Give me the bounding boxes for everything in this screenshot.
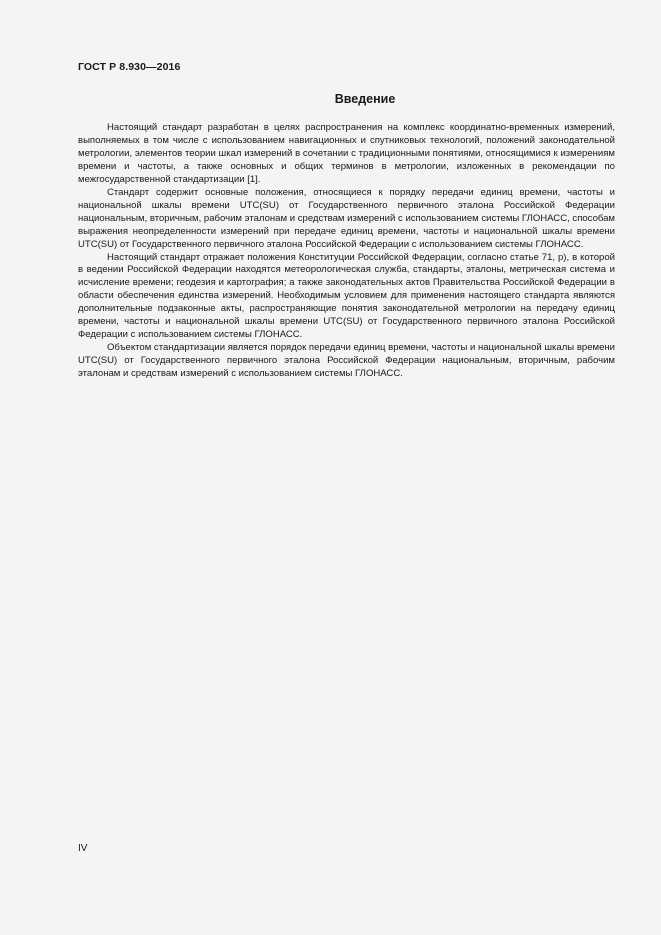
paragraph-2: Стандарт содержит основные положения, относящиеся к порядку передачи единиц времени, частоты и национальной шкалы времени UTC(SU) от Государственного первичного эталона Российской Федерации национальным, вторичным, рабочим эталонам и средствам измерений с использованием системы ГЛОНАСС, способам выражения неопределенности измерений при передаче единиц времени, частоты и национальной шкалы времени UTC(SU) от Государственного первичного эталона Российской Федерации с использованием системы ГЛОНАСС. <box>78 186 615 250</box>
standard-header: ГОСТ Р 8.930—2016 <box>78 61 181 73</box>
paragraph-3: Настоящий стандарт отражает положения Конституции Российской Федерации, согласно статье 71, р), в которой в ведении Российской Федерации находятся метеорологическая служба, стандарты, эталоны, метрическая система и исчисление времени; геодезия и картография; а также законодательных актов Правительства Российской Федерации в области обеспечения единства измерений. Необходимым условием для применения настоящего стандарта являются дополнительные подзаконные акты, распространяющие понятия законодательной метрологии на передачу единиц времени, частоты и национальной шкалы времени UTC(SU) от Государственного первичного эталона Российской Федерации с использованием системы ГЛОНАСС. <box>78 251 615 341</box>
paragraph-4: Объектом стандартизации является порядок передачи единиц времени, частоты и национальной шкалы времени UTC(SU) от Государственного первичного эталона Российской Федерации национальным, вторичным, рабочим эталонам и средствам измерений с использованием системы ГЛОНАСС. <box>78 342 615 380</box>
section-title: Введение <box>334 92 396 106</box>
paragraph-1: Настоящий стандарт разработан в целях распространения на комплекс координатно-временных измерений, выполняемых в том числе с использованием навигационных и спутниковых технологий, положений законодательной метрологии, элементов теории шкал измерений в сочетании с традиционными понятиями, относящимися к измерениям времени и частоты, а также основных и общих терминов в метрологии, изложенных в рекомендации по межгосударственной стандартизации [1]. <box>78 122 615 185</box>
page-number: IV <box>78 843 88 854</box>
body-text <box>78 122 615 381</box>
